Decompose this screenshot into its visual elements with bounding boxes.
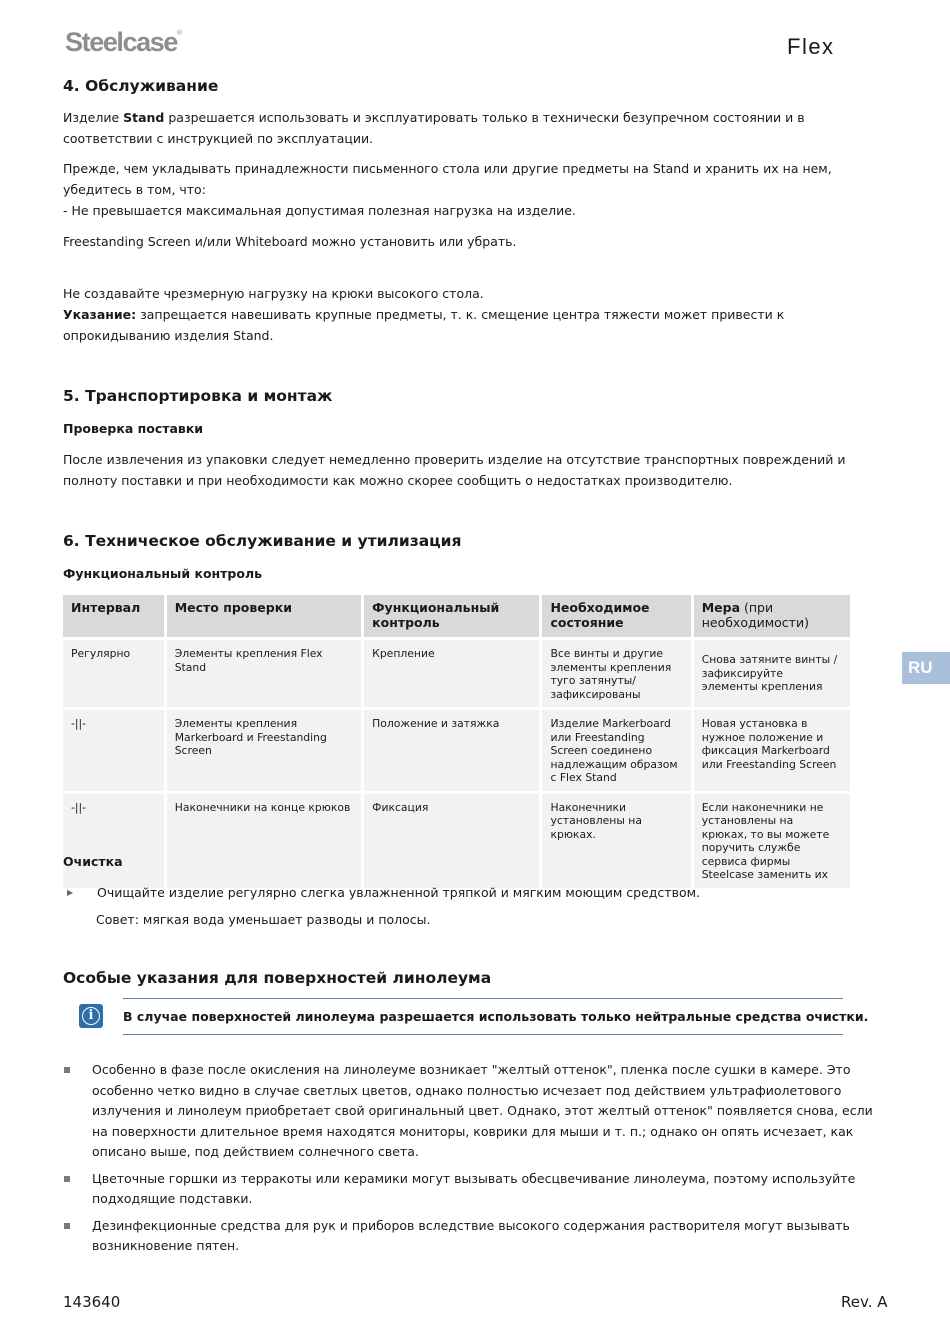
table-cell: -||- [63,794,164,888]
section-4-paragraph-4: Freestanding Screen и/или Whiteboard можно установить или убрать. [63,234,517,249]
header-measure-suffix: (при необходимости) [701,600,809,630]
table-cell: Положение и затяжка [364,710,539,791]
function-check-table [60,592,853,891]
registered-mark: ® [177,30,183,37]
triangle-right-icon: ▶ [67,888,74,897]
square-bullet-icon [64,1067,70,1073]
list-item-text: Особенно в фазе после окисления на линолеуме возникает "желтый оттенок", пленка после сушки в камере. Это особенно четко видно в случае светлых цветов, однако полностью исчезает под действием ультрафиолетового излучения и линолеум приобретает свой оригинальный цвет. Однако, этот желтый оттенок" появляется снова, если на поверхности длительное время находятся мониторы, коврики для мыши и т. п.; однако он опять исчезает, как описано выше, под действием солнечного света. [92,1062,873,1159]
table-cell: Новая установка в нужное положение и фиксация Markerboard или Freestanding Screen [694,710,850,791]
square-bullet-icon [64,1176,70,1182]
table-cell: Наконечники на конце крюков [167,794,361,888]
section-5-paragraph: После извлечения из упаковки следует немедленно проверить изделие на отсутствие транспортных повреждений и полноту поставки и при необходимости как можно скорее сообщить о недостатках производителю. [63,452,846,488]
linoleum-list [63,1060,883,1263]
text-run-bold: Stand [123,110,165,125]
section-4-note [63,305,878,346]
table-cell: Фиксация [364,794,539,888]
section-4-paragraph-1 [63,108,878,149]
section-4-paragraph-5: Не создавайте чрезмерную нагрузку на крюки высокого стола. [63,286,484,301]
table-cell: Элементы крепления Flex Stand [167,640,361,707]
section-4-title: 4. Обслуживание [63,77,219,95]
list-item [63,1169,883,1210]
list-item [63,1216,883,1257]
header-interval: Интервал [63,595,164,637]
header-required-state: Необходимое состояние [542,595,690,637]
product-name: Flex [787,34,835,59]
cleaning-item: Очищайте изделие регулярно слегка увлажненной тряпкой и мягким моющим средством. [97,885,700,900]
header-check-location: Место проверки [167,595,361,637]
language-tab[interactable]: RU [902,652,950,684]
header-function-check: Функциональный контроль [364,595,539,637]
table-cell: Регулярно [63,640,164,707]
info-icon: i [79,1004,103,1028]
table-cell: Снова затяните винты / зафиксируйте элементы крепления [694,640,850,707]
text-run: Изделие [63,110,124,125]
brand-name: Steelcase [65,27,177,57]
table-cell: Наконечники установлены на крюках. [542,794,690,888]
section-4-paragraph-3: - Не превышается максимальная допустимая полезная нагрузка на изделие. [63,203,576,218]
section-6-subtitle: Функциональный контроль [63,566,263,581]
table-row [63,710,850,791]
list-item-text: Дезинфекционные средства для рук и приборов вследствие высокого содержания растворителя могут вызывать возникновение пятен. [92,1217,850,1253]
revision-label: Rev. A [841,1293,888,1311]
note-label: Указание: [63,307,137,322]
note-text: запрещается навешивать крупные предметы, т. к. смещение центра тяжести может привести к опрокидыванию изделия Stand. [63,307,785,343]
cleaning-title: Очистка [63,854,123,869]
table-cell: -||- [63,710,164,791]
table-cell: Если наконечники не установлены на крюках, то вы можете поручить службе сервиса фирмы Steelcase заменить их [694,794,850,888]
brand-logo [65,27,182,58]
document-number: 143640 [63,1293,121,1311]
table-row [63,640,850,707]
square-bullet-icon [64,1223,70,1229]
section-6-title: 6. Техническое обслуживание и утилизация [63,532,462,550]
header-measure [694,595,850,637]
list-item-text: Цветочные горшки из терракоты или керамики могут вызывать обесцвечивание линолеума, поэтому используйте подходящие подставки. [92,1170,856,1206]
table-cell: Изделие Markerboard или Freestanding Screen соединено надлежащим образом с Flex Stand [542,710,690,791]
table-cell: Элементы крепления Markerboard и Freestanding Screen [167,710,361,791]
header-measure-label: Мера [701,600,741,615]
linoleum-title: Особые указания для поверхностей линолеума [63,969,492,987]
section-4-paragraph-2: Прежде, чем укладывать принадлежности письменного стола или другие предметы на Stand и хранить их на нем, убедитесь в том, что: [63,161,832,197]
table-row [63,794,850,888]
section-5-title: 5. Транспортировка и монтаж [63,387,333,405]
table-cell: Все винты и другие элементы крепления туго затянуты/зафиксированы [542,640,690,707]
section-5-subtitle: Проверка поставки [63,421,204,436]
table-cell: Крепление [364,640,539,707]
linoleum-note-text: В случае поверхностей линолеума разрешается использовать только нейтральные средства очистки. [123,1009,869,1024]
text-run: разрешается использовать и эксплуатировать только в технически безупречном состоянии и в соответствии с инструкцией по эксплуатации. [63,110,805,146]
linoleum-note-box [123,998,869,1035]
cleaning-tip: Совет: мягкая вода уменьшает разводы и полосы. [96,912,431,927]
list-item [63,1060,883,1163]
table-header-row [63,595,850,637]
